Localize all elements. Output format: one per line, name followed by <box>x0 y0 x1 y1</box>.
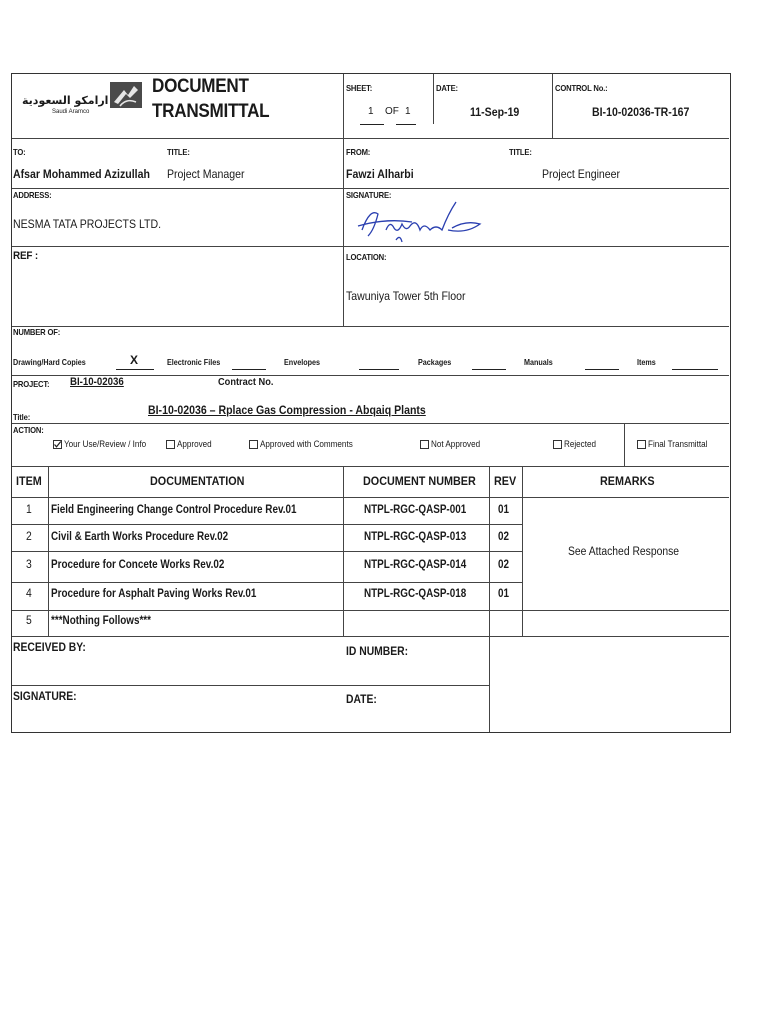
action-label: ACTION: <box>13 425 44 435</box>
sheet-label: SHEET: <box>346 83 373 93</box>
table-cell-doc-number: NTPL-RGC-QASP-014 <box>364 559 467 571</box>
table-cell-item: 5 <box>26 615 32 627</box>
logo-arabic: ارامكو السعودية <box>22 94 109 107</box>
control-value: BI-10-02036-TR-167 <box>592 105 690 119</box>
action-option-label-2: Approved <box>177 439 212 449</box>
table-cell-rev: 02 <box>498 559 510 571</box>
table-cell-documentation: Civil & Earth Works Procedure Rev.02 <box>51 531 229 543</box>
contract-label: Contract No. <box>218 376 274 388</box>
control-label: CONTROL No.: <box>555 83 608 93</box>
table-cell-item: 4 <box>26 588 32 600</box>
aramco-logo <box>20 82 145 122</box>
electronic-label: Electronic Files <box>167 358 221 367</box>
location-label: LOCATION: <box>346 252 387 262</box>
header-remarks: REMARKS <box>600 474 655 488</box>
action-checkbox-5[interactable] <box>553 440 562 449</box>
table-cell-doc-number: NTPL-RGC-QASP-013 <box>364 531 467 543</box>
envelopes-label: Envelopes <box>284 358 321 367</box>
to-title-label: TITLE: <box>167 147 190 157</box>
header-rev: REV <box>494 474 517 488</box>
signature-label: SIGNATURE: <box>346 190 392 200</box>
signature-footer-label: SIGNATURE: <box>13 691 77 703</box>
table-cell-rev: 02 <box>498 531 510 543</box>
table-cell-item: 2 <box>26 531 32 543</box>
manuals-label: Manuals <box>524 358 553 367</box>
project-value: BI-10-02036 <box>70 376 124 388</box>
table-cell-documentation: Procedure for Asphalt Paving Works Rev.01 <box>51 588 257 600</box>
signature-scribble <box>356 200 486 244</box>
transmittal-form: ارامكو السعودية Saudi Aramco DOCUMENT TRANSMITTAL SHEET: 1 OF 1 DATE: 11-Sep-19 CONTROL No.: BI-10-02036-TR-167 TO: Afsar Mohammed Azizullah TITLE: Project Manager FROM: Fawzi Alharbi TITLE: Project Engineer ADDRESS: NESMA TATA PROJECTS LTD. SIGNATURE: REF : LOCATION: Tawuniya Tower 5th Floor NUMBER OF: Drawing/Hard Copies X Electronic Files Envelopes Packages Manuals Items PROJECT: BI-10-02036 Contract No. Title: BI-10-02036 – Rplace Gas Compression - Abqaiq Plants ACTION: Your Use/Review / Info Approved Approved with Comments Not Approved Rejected Final Transmittal ITEM DOCUMENTATION DOCUMENT NUMBER REV REMARKS 1 Field Engineering Change Control Procedure Rev.01 NTPL-RGC-QASP-001 01 2 Civil & Earth Works Procedure Rev.02 NTPL-RGC-QASP-013 02 3 Procedure for Concete Works Rev.02 NTPL-RGC-QASP-014 02 4 Procedure for Asphalt Paving Works Rev.01 NTPL-RGC-QASP-018 01 5 ***Nothing Follows*** See Attached Response RECEIVED BY: ID NUMBER: SIGNATURE: DATE: <box>11 73 731 733</box>
header-doc-number: DOCUMENT NUMBER <box>363 474 476 488</box>
drawing-label: Drawing/Hard Copies <box>13 358 86 367</box>
received-by-label: RECEIVED BY: <box>13 642 86 654</box>
page-title-line1: DOCUMENT <box>152 76 249 97</box>
aramco-logo-icon <box>110 82 142 108</box>
from-title-value: Project Engineer <box>542 167 621 181</box>
check-icon <box>53 440 62 449</box>
remarks-value: See Attached Response <box>568 546 680 558</box>
address-label: ADDRESS: <box>13 190 52 200</box>
table-cell-rev: 01 <box>498 588 510 600</box>
action-option-label-5: Rejected <box>564 439 596 449</box>
items-label: Items <box>637 358 656 367</box>
date-value: 11-Sep-19 <box>470 105 520 119</box>
date-label: DATE: <box>436 83 458 93</box>
table-cell-doc-number: NTPL-RGC-QASP-018 <box>364 588 467 600</box>
action-checkbox-4[interactable] <box>420 440 429 449</box>
table-cell-documentation: Field Engineering Change Control Procedure Rev.01 <box>51 504 297 516</box>
table-cell-item: 3 <box>26 559 32 571</box>
action-checkbox-3[interactable] <box>249 440 258 449</box>
to-title-value: Project Manager <box>167 167 245 181</box>
date-footer-label: DATE: <box>346 694 377 706</box>
packages-label: Packages <box>418 358 452 367</box>
header-item: ITEM <box>16 474 42 488</box>
to-label: TO: <box>13 147 26 157</box>
page-title-line2: TRANSMITTAL <box>152 101 270 122</box>
table-cell-doc-number: NTPL-RGC-QASP-001 <box>364 504 467 516</box>
from-value: Fawzi Alharbi <box>346 167 414 181</box>
title-label: Title: <box>13 412 31 422</box>
from-label: FROM: <box>346 147 371 157</box>
action-option-label-4: Not Approved <box>431 439 481 449</box>
project-label: PROJECT: <box>13 379 50 389</box>
table-cell-documentation: Procedure for Concete Works Rev.02 <box>51 559 225 571</box>
table-cell-rev: 01 <box>498 504 510 516</box>
action-option-label-3: Approved with Comments <box>260 439 353 449</box>
header-documentation: DOCUMENTATION <box>150 474 245 488</box>
logo-english: Saudi Aramco <box>52 109 90 115</box>
action-option-label-6: Final Transmittal <box>648 439 708 449</box>
address-value: NESMA TATA PROJECTS LTD. <box>13 217 162 231</box>
to-value: Afsar Mohammed Azizullah <box>13 167 150 181</box>
signature-image <box>356 200 486 244</box>
table-cell-documentation: ***Nothing Follows*** <box>51 615 152 627</box>
action-checkbox-1[interactable] <box>53 440 62 449</box>
from-title-label: TITLE: <box>509 147 532 157</box>
action-option-label-1: Your Use/Review / Info <box>64 439 147 449</box>
number-of-label: NUMBER OF: <box>13 327 61 337</box>
ref-label: REF : <box>13 250 38 262</box>
drawing-value: X <box>130 353 139 367</box>
action-checkbox-6[interactable] <box>637 440 646 449</box>
table-cell-item: 1 <box>26 504 32 516</box>
title-value: BI-10-02036 – Rplace Gas Compression - Abqaiq Plants <box>148 403 426 417</box>
action-checkbox-2[interactable] <box>166 440 175 449</box>
id-number-label: ID NUMBER: <box>346 646 409 658</box>
location-value: Tawuniya Tower 5th Floor <box>346 289 466 303</box>
